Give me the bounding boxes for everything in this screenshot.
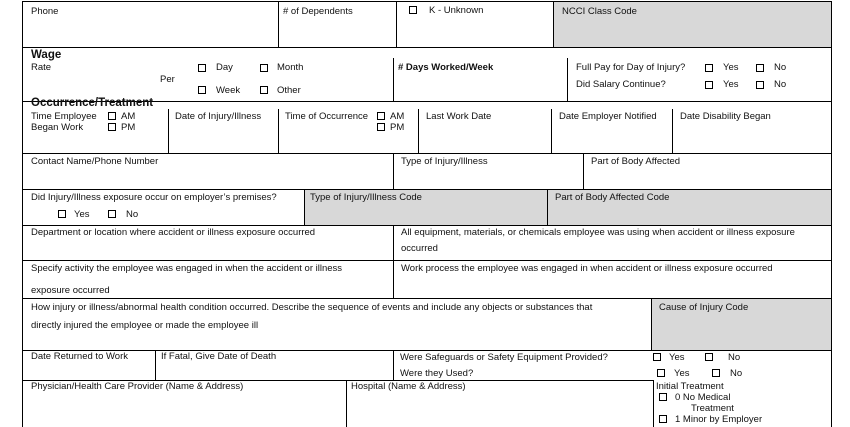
time-occurrence-label: Time of Occurrence <box>285 111 369 122</box>
last-work-date-label: Last Work Date <box>426 111 492 122</box>
equipment-label-1: All equipment, materials, or chemicals employee was using when accident or illness exposure <box>401 227 795 238</box>
type-code-label: Type of Injury/Illness Code <box>310 192 422 203</box>
premises-no-label: No <box>126 209 139 220</box>
type-injury-label: Type of Injury/Illness <box>401 156 488 167</box>
date-returned-label: Date Returned to Work <box>31 351 128 362</box>
treatment-0-label: 0 No Medical <box>675 392 731 403</box>
safeguards-no-checkbox[interactable] <box>705 353 713 361</box>
per-label: Per <box>160 74 175 85</box>
hospital-label: Hospital (Name & Address) <box>351 381 466 392</box>
premises-yes-checkbox[interactable] <box>58 210 66 218</box>
treatment-0-label-2: Treatment <box>691 403 734 414</box>
physician-label: Physician/Health Care Provider (Name & Address) <box>31 381 244 392</box>
full-pay-yes-checkbox[interactable] <box>705 64 713 72</box>
salary-no-checkbox[interactable] <box>756 81 764 89</box>
used-no-label: No <box>730 368 743 379</box>
time-began-label-2: Began Work <box>31 122 84 133</box>
full-pay-label: Full Pay for Day of Injury? <box>576 62 686 73</box>
used-yes-checkbox[interactable] <box>657 369 665 377</box>
began-am-label: AM <box>121 111 136 122</box>
full-pay-yes-label: Yes <box>723 62 739 73</box>
safeguards-yes-checkbox[interactable] <box>653 353 661 361</box>
activity-label-2: exposure occurred <box>31 285 110 296</box>
days-worked-label: # Days Worked/Week <box>398 62 494 73</box>
safeguards-question: Were Safeguards or Safety Equipment Provided? <box>400 352 608 363</box>
began-am-checkbox[interactable] <box>108 112 116 120</box>
wage-heading: Wage <box>31 49 62 61</box>
used-no-checkbox[interactable] <box>712 369 720 377</box>
how-label-1: How injury or illness/abnormal health condition occurred. Describe the sequence of events and include any objects or substances that <box>31 302 593 313</box>
initial-treatment-label: Initial Treatment <box>656 381 724 392</box>
salary-yes-label: Yes <box>723 79 739 90</box>
month-label: Month <box>277 62 304 73</box>
occurrence-am-checkbox[interactable] <box>377 112 385 120</box>
used-yes-label: Yes <box>674 368 690 379</box>
occurrence-am-label: AM <box>390 111 405 122</box>
other-label: Other <box>277 85 301 96</box>
treatment-0-checkbox[interactable] <box>659 393 667 401</box>
salary-continue-label: Did Salary Continue? <box>576 79 666 90</box>
date-notified-label: Date Employer Notified <box>559 111 657 122</box>
began-pm-label: PM <box>121 122 136 133</box>
treatment-1-checkbox[interactable] <box>659 415 667 423</box>
k-unknown-label: K - Unknown <box>429 5 484 16</box>
cause-code-label: Cause of Injury Code <box>659 302 749 313</box>
phone-label: Phone <box>31 6 59 17</box>
ncci-label: NCCI Class Code <box>562 6 637 17</box>
safeguards-yes-label: Yes <box>669 352 685 363</box>
activity-label-1: Specify activity the employee was engaged in when the accident or illness <box>31 263 343 274</box>
rate-label: Rate <box>31 62 52 73</box>
work-process-label: Work process the employee was engaged in when accident or illness exposure occurred <box>401 263 773 274</box>
k-unknown-checkbox[interactable] <box>409 6 417 14</box>
week-label: Week <box>216 85 241 96</box>
salary-yes-checkbox[interactable] <box>705 81 713 89</box>
per-week-checkbox[interactable] <box>198 86 206 94</box>
occurrence-heading: Occurrence/Treatment <box>31 97 154 109</box>
full-pay-no-label: No <box>774 62 787 73</box>
salary-no-label: No <box>774 79 787 90</box>
treatment-1-label: 1 Minor by Employer <box>675 414 763 425</box>
how-label-2: directly injured the employee or made the employee ill <box>31 320 259 331</box>
date-disability-label: Date Disability Began <box>680 111 771 122</box>
premises-question: Did Injury/Illness exposure occur on employer’s premises? <box>31 192 277 203</box>
body-part-label: Part of Body Affected <box>591 156 681 167</box>
occurrence-pm-label: PM <box>390 122 405 133</box>
premises-no-checkbox[interactable] <box>108 210 116 218</box>
fatal-label: If Fatal, Give Date of Death <box>161 351 277 362</box>
time-began-label-1: Time Employee <box>31 111 97 122</box>
department-label: Department or location where accident or illness exposure occurred <box>31 227 316 238</box>
full-pay-no-checkbox[interactable] <box>756 64 764 72</box>
equipment-label-2: occurred <box>401 243 438 254</box>
body-code-label: Part of Body Affected Code <box>555 192 670 203</box>
per-other-checkbox[interactable] <box>260 86 268 94</box>
day-label: Day <box>216 62 233 73</box>
safeguards-no-label: No <box>728 352 741 363</box>
began-pm-checkbox[interactable] <box>108 123 116 131</box>
used-question: Were they Used? <box>400 368 474 379</box>
date-injury-label: Date of Injury/Illness <box>175 111 262 122</box>
dependents-label: # of Dependents <box>283 6 353 17</box>
occurrence-pm-checkbox[interactable] <box>377 123 385 131</box>
per-day-checkbox[interactable] <box>198 64 206 72</box>
contact-label: Contact Name/Phone Number <box>31 156 159 167</box>
per-month-checkbox[interactable] <box>260 64 268 72</box>
premises-yes-label: Yes <box>74 209 90 220</box>
